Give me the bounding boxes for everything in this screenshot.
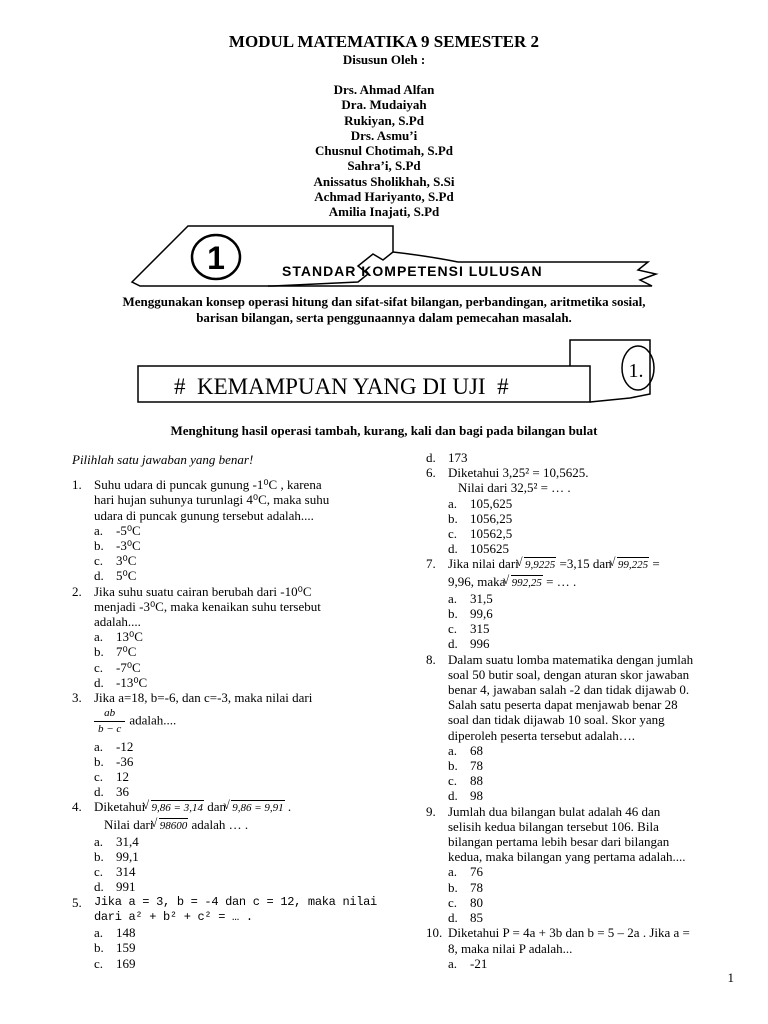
- question-2: 2. Jika suhu suatu cairan berubah dari -10⁰C menjadi -3⁰C, maka kenaikan suhu tersebut adalah.... a. 13⁰C b. 7⁰C c. -7⁰C d. -13⁰C: [72, 584, 380, 690]
- question-9: 9. Jumlah dua bilangan bulat adalah 46 dan selisih kedua bilangan tersebut 106. Bila bilangan pertama lebih besar dari bilangan kedua, maka bilangan yang pertama adalah.... a. 76 b. 78 c. 80 d. 85: [426, 804, 742, 926]
- document-subtitle: Disusun Oleh :: [342, 52, 426, 67]
- author: Amilia Inajati, S.Pd: [328, 204, 440, 220]
- option: d. 5⁰C: [94, 568, 137, 584]
- option: c. 314: [94, 864, 136, 880]
- option: a. 105,625: [448, 495, 513, 511]
- author-list: [0, 82, 768, 220]
- author: Chusnul Chotimah, S.Pd: [315, 143, 453, 159]
- question-6: 6. Diketahui 3,25² = 10,5625. Nilai dari 32,5² = … . a. 105,625 b. 1056,25 c. 10562,5 d. 105625: [426, 465, 742, 556]
- author: Drs. Asmu’i: [350, 127, 418, 143]
- option: a. 76: [448, 864, 483, 880]
- question-3: 3. Jika a=18, b=-6, dan c=-3, maka nilai dari $\frac{ab}{b - c}$ adalah.... a. -12 b. -36 c. 12 d. 36: [72, 690, 380, 799]
- option: a. -12: [94, 738, 134, 754]
- option: c. 80: [448, 894, 483, 910]
- author: Dra. Mudaiyah: [341, 97, 427, 113]
- page-number: 1: [727, 970, 734, 985]
- option: a. 13⁰C: [94, 629, 143, 645]
- instruction: Pilihlah satu jawaban yang benar!: [72, 452, 254, 467]
- skl-line: Menggunakan konsep operasi hitung dan sifat-sifat bilangan, perbandingan, aritmetika sosial,: [122, 294, 646, 309]
- option: c. 315: [448, 621, 490, 637]
- option: c. 169: [94, 955, 136, 971]
- ability-banner: [130, 336, 662, 408]
- option: b. -36: [94, 753, 134, 769]
- option: c. 12: [94, 769, 129, 785]
- option: d. 991: [94, 879, 136, 895]
- author: Sahra’i, S.Pd: [347, 158, 421, 174]
- ability-subtitle: Menghitung hasil operasi tambah, kurang, kali dan bagi pada bilangan bulat: [170, 423, 598, 438]
- option: d. 85: [448, 910, 483, 926]
- option: a. 31,4: [94, 833, 139, 849]
- right-column: [426, 450, 742, 971]
- option: b. 7⁰C: [94, 644, 137, 660]
- option: b. 1056,25: [448, 510, 513, 526]
- option: a. 148: [94, 925, 136, 941]
- option: c. 10562,5: [448, 526, 513, 542]
- option: d. 36: [94, 784, 129, 800]
- document-title: MODUL MATEMATIKA 9 SEMESTER 2: [228, 32, 540, 51]
- skl-line: barisan bilangan, serta penggunaannya dalam pemecahan masalah.: [196, 310, 572, 325]
- option: d. 996: [448, 636, 490, 652]
- option: d. 173: [426, 450, 468, 465]
- skl-description: [0, 294, 768, 326]
- ability-number: 1.: [628, 360, 644, 382]
- author: Anissatus Sholikhah, S.Si: [313, 173, 455, 189]
- skl-banner: [128, 222, 660, 290]
- option: b. 99,1: [94, 849, 139, 865]
- option: a. -5⁰C: [94, 522, 141, 538]
- option: c. 88: [448, 773, 483, 789]
- question-7: 7. Jika nilai dari √ 9,9225 =3,15 dan √ 99,225 = 9,96, maka √ 992,25 = … . a. 31,5 b. 99,6 c. 315 d. 996: [426, 556, 742, 651]
- option: c. -7⁰C: [94, 659, 141, 675]
- question-4: 4. Diketahui √ 9,86 = 3,14 dan √ 9,86 = 9,91 . Nilai dari √ 98600 adalah … . a. 31,4 b. 99,1 c. 314 d. 991: [72, 799, 380, 894]
- option: b. 159: [94, 940, 136, 956]
- option: a. 68: [448, 742, 483, 758]
- skl-number: 1: [207, 240, 225, 276]
- left-column: [72, 452, 380, 971]
- author: Drs. Ahmad Alfan: [333, 82, 435, 97]
- option: d. 105625: [448, 541, 509, 557]
- question-10: 10. Diketahui P = 4a + 3b dan b = 5 – 2a . Jika a = 8, maka nilai P adalah... a. -21: [426, 925, 742, 971]
- skl-label: STANDAR KOMPETENSI LULUSAN: [282, 263, 543, 279]
- question-5: 5. Jika a = 3, b = -4 dan c = 12, maka nilai dari a² + b² + c² = … . a. 148 b. 159 c. 169: [72, 895, 380, 971]
- option: b. 78: [448, 758, 483, 774]
- option: d. 98: [448, 788, 483, 804]
- fraction: $\frac{ab}{b - c}$: [94, 706, 125, 737]
- option: d. -13⁰C: [94, 674, 148, 690]
- option: b. 78: [448, 879, 483, 895]
- option: b. -3⁰C: [94, 538, 141, 554]
- question-8: 8. Dalam suatu lomba matematika dengan jumlah soal 50 butir soal, dengan aturan skor jawaban benar 4, jawaban salah -2 dan tidak dijawab 0. Salah satu peserta dapat menjawab benar 28 soal dan tidak dijawab 10 soal. Skor yang diperoleh peserta tersebut adalah…. a. 68 b. 78 c. 88 d. 98: [426, 652, 742, 804]
- ability-label: # KEMAMPUAN YANG DI UJI #: [174, 374, 509, 399]
- option: a. 31,5: [448, 590, 493, 606]
- option: c. 3⁰C: [94, 553, 137, 569]
- question-1: 1. Suhu udara di puncak gunung -1⁰C , karena hari hujan suhunya turunlagi 4⁰C, maka suhu udara di puncak gunung tersebut adalah.... a. -5⁰C b. -3⁰C c. 3⁰C d. 5⁰C: [72, 477, 380, 583]
- option: b. 99,6: [448, 606, 493, 622]
- author: Rukiyan, S.Pd: [344, 112, 424, 128]
- author: Achmad Hariyanto, S.Pd: [314, 189, 454, 205]
- option: a. -21: [448, 955, 488, 971]
